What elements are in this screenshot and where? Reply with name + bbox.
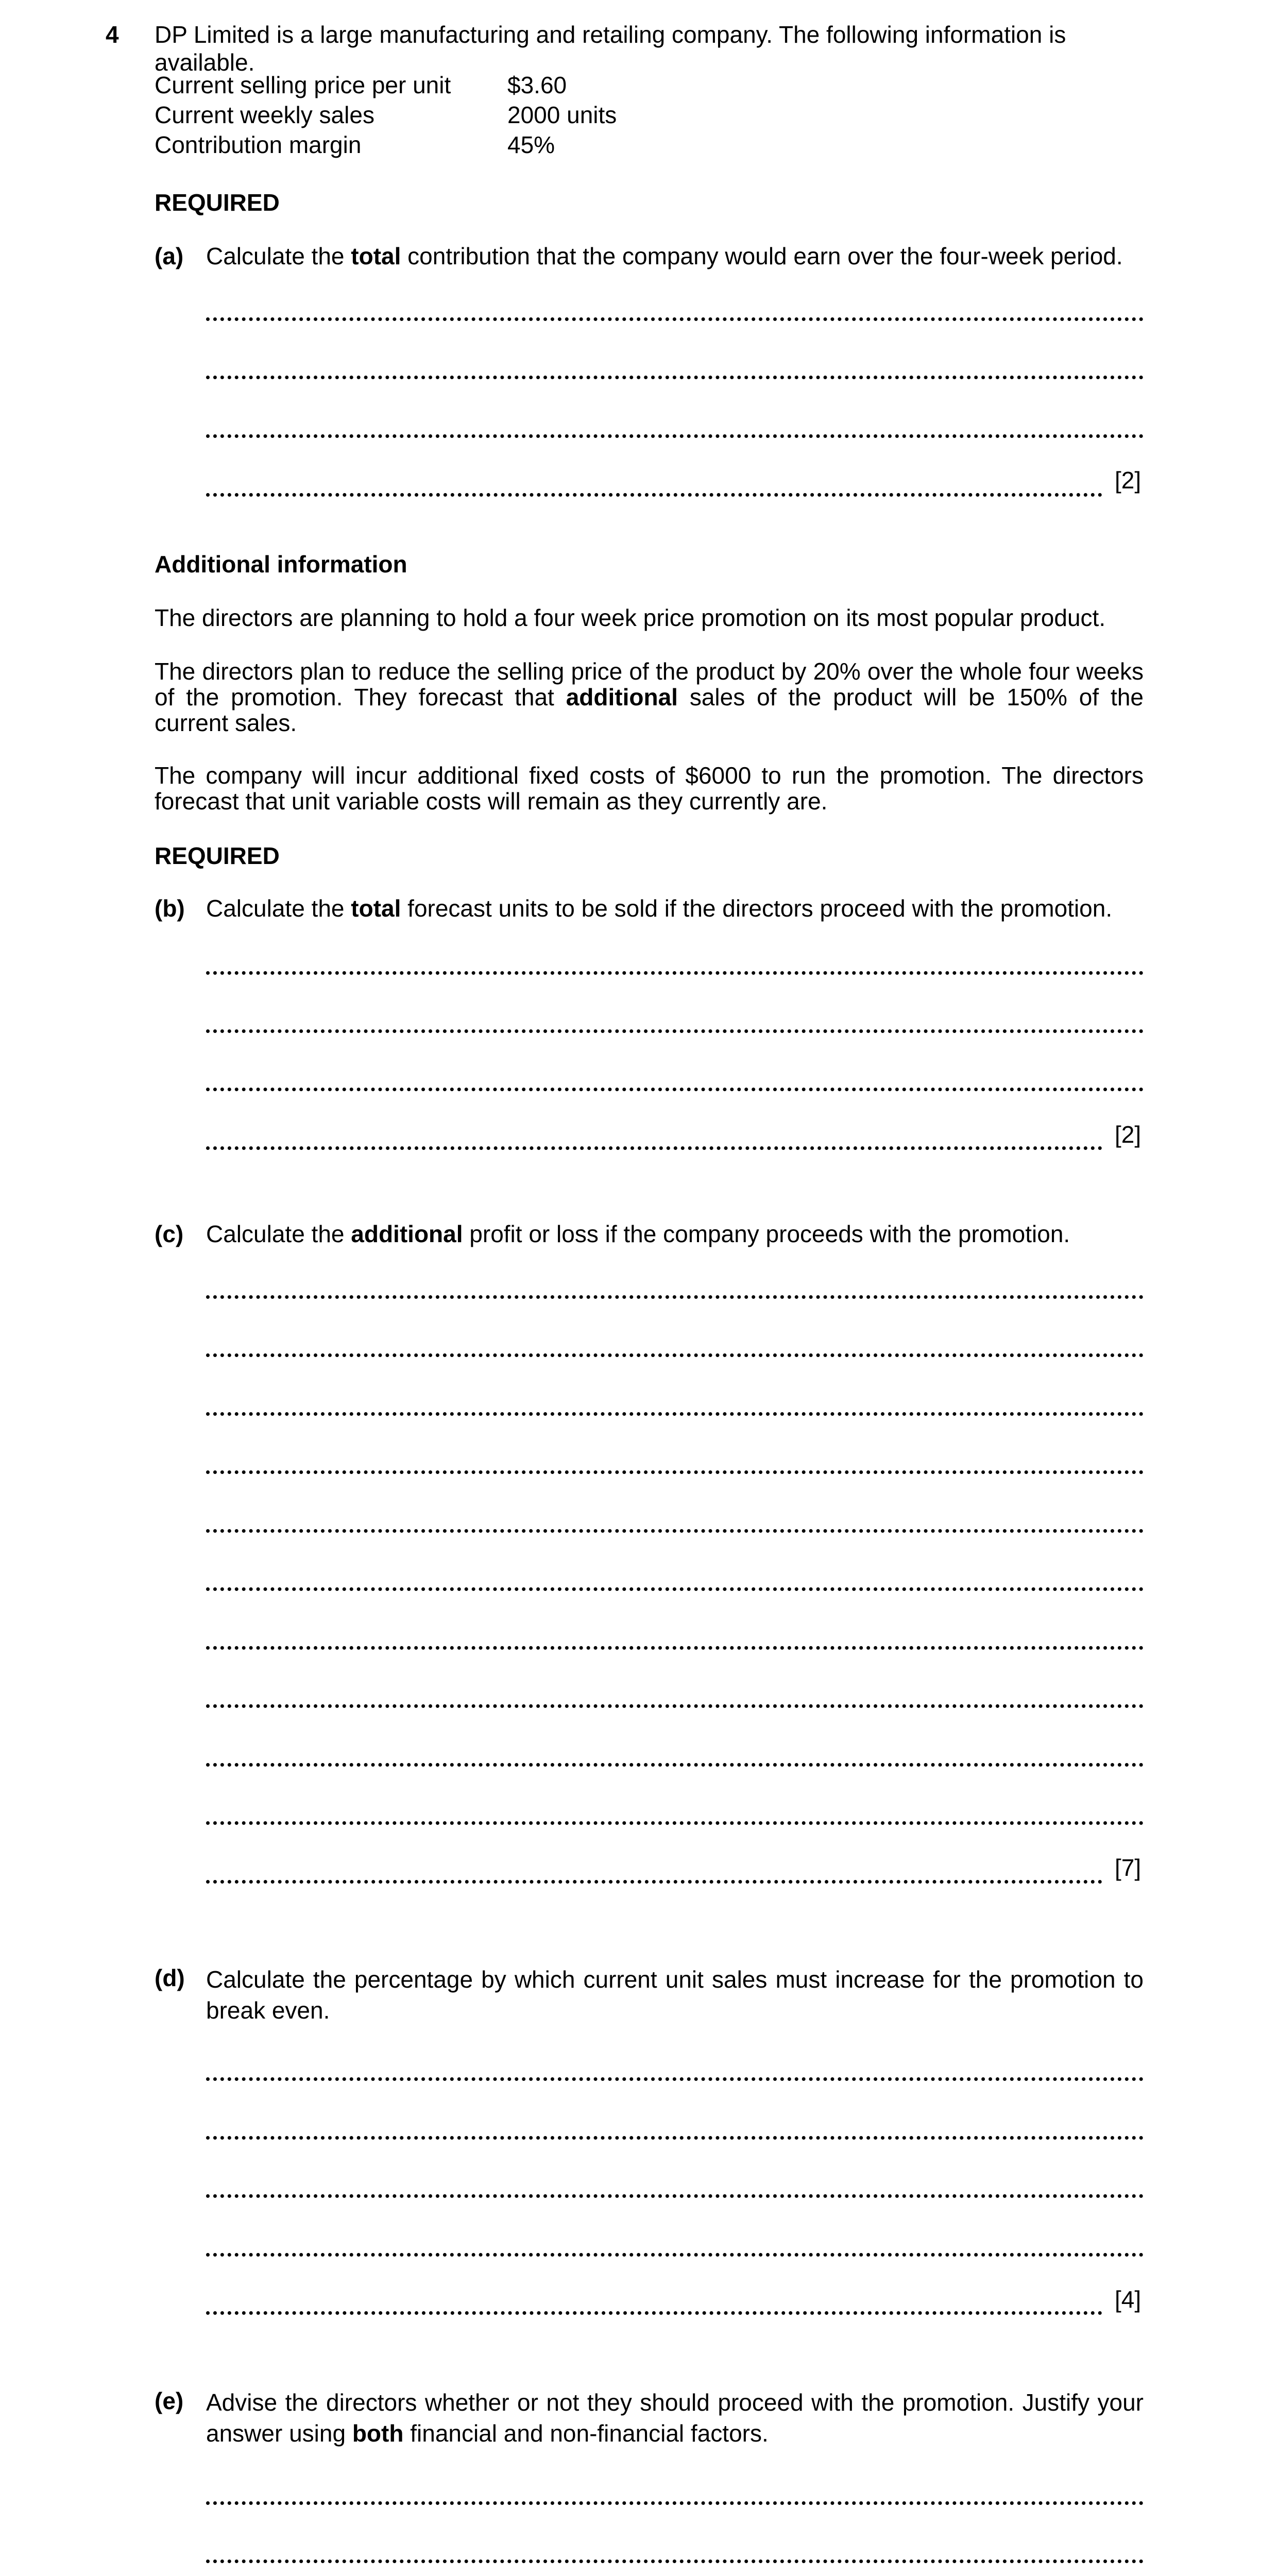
answer-line[interactable] (206, 1646, 1144, 1650)
answer-line[interactable] (206, 1295, 1144, 1299)
part-a-text: Calculate the total contribution that the company would earn over the four-week period. (206, 243, 1123, 269)
part-d-label: (d) (155, 1964, 185, 1991)
part-b-label: (b) (155, 895, 185, 922)
part-c-marks: [7] (1115, 1854, 1141, 1881)
answer-line[interactable] (206, 2136, 1144, 2140)
answer-line[interactable] (206, 1146, 1102, 1150)
required-heading-2: REQUIRED (155, 842, 280, 869)
data-label-margin: Contribution margin (155, 131, 362, 158)
answer-line[interactable] (206, 1412, 1144, 1416)
part-e-label: (e) (155, 2387, 184, 2414)
data-label-sales: Current weekly sales (155, 101, 374, 128)
part-c-text: Calculate the additional profit or loss if the company proceeds with the promotion. (206, 1221, 1070, 1247)
question-number: 4 (106, 21, 119, 48)
answer-line[interactable] (206, 1470, 1144, 1474)
part-d-marks: [4] (1115, 2286, 1141, 2313)
answer-line[interactable] (206, 1587, 1144, 1591)
answer-line[interactable] (206, 2311, 1102, 2315)
answer-line[interactable] (206, 1763, 1144, 1767)
data-value-price: $3.60 (507, 72, 567, 98)
answer-line[interactable] (206, 1029, 1144, 1033)
additional-info-p1: The directors are planning to hold a four week price promotion on its most popular product. (155, 604, 1106, 631)
part-b-text: Calculate the total forecast units to be sold if the directors proceed with the promotion. (206, 895, 1113, 922)
answer-line[interactable] (206, 1529, 1144, 1533)
data-label-price: Current selling price per unit (155, 72, 451, 98)
part-a-marks: [2] (1115, 467, 1141, 494)
data-value-sales: 2000 units (507, 101, 617, 128)
part-d-text: Calculate the percentage by which current unit sales must increase for the promotion to break even. (206, 1966, 1144, 2024)
part-c-label: (c) (155, 1221, 184, 1247)
answer-line[interactable] (206, 2077, 1144, 2081)
answer-line[interactable] (206, 971, 1144, 975)
additional-info-heading: Additional information (155, 551, 407, 578)
answer-line[interactable] (206, 376, 1144, 379)
answer-line[interactable] (206, 2253, 1144, 2257)
part-b-marks: [2] (1115, 1121, 1141, 1148)
part-e-text: Advise the directors whether or not they should proceed with the promotion. Justify your answer using both financial and non-financial factors. (206, 2389, 1144, 2447)
answer-line[interactable] (206, 434, 1144, 438)
additional-info-p3: The company will incur additional fixed costs of $6000 to run the promotion. The directors forecast that unit variable costs will remain as they currently are. (155, 762, 1144, 815)
answer-line[interactable] (206, 1088, 1144, 1091)
answer-line[interactable] (206, 1821, 1144, 1825)
answer-line[interactable] (206, 1353, 1144, 1357)
part-a-label: (a) (155, 243, 184, 269)
answer-line[interactable] (206, 2194, 1144, 2198)
answer-line[interactable] (206, 493, 1102, 497)
answer-line[interactable] (206, 2560, 1144, 2563)
additional-info-p2: The directors plan to reduce the selling price of the product by 20% over the whole four weeks of the promotion. They forecast that additional sales of the product will be 150% of the current sales. (155, 658, 1144, 736)
answer-line[interactable] (206, 1880, 1102, 1884)
data-value-margin: 45% (507, 131, 555, 158)
required-heading-1: REQUIRED (155, 189, 280, 216)
question-intro: DP Limited is a large manufacturing and retailing company. The following information is available. (155, 21, 1066, 76)
answer-line[interactable] (206, 1704, 1144, 1708)
answer-line[interactable] (206, 2501, 1144, 2505)
answer-line[interactable] (206, 317, 1144, 321)
